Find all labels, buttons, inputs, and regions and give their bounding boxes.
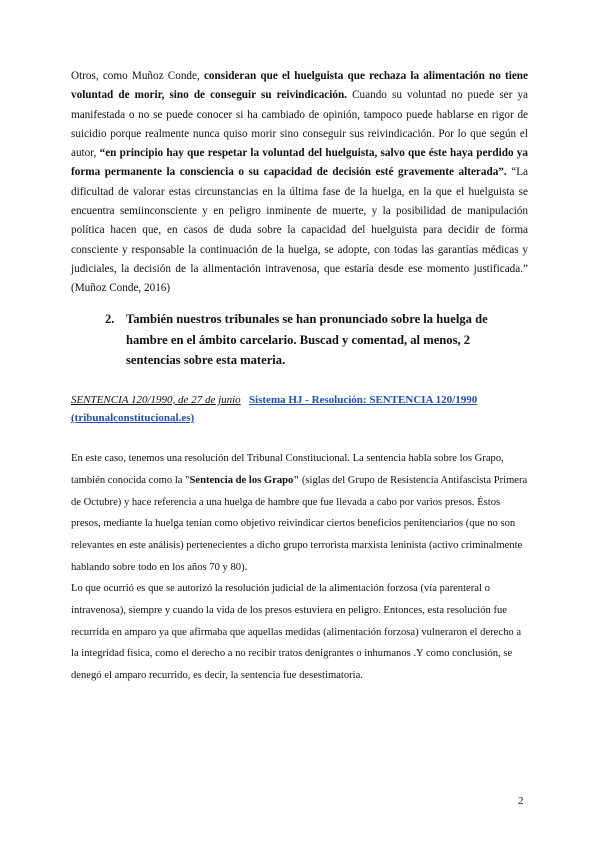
references-line <box>71 391 526 427</box>
paragraph-grapo <box>71 448 529 579</box>
item-number: 2. <box>105 312 115 326</box>
paragraph2-text-1: En este caso, tenemos una resolución del Tribunal Constitucional. La sentencia habla sobre los Grapo, también conocida como la " <box>71 453 504 486</box>
reference-sentencia: SENTENCIA 120/1990, de 27 de junio <box>71 394 241 406</box>
paragraph1-text-3: “La dificultad de valorar estas circunstancias en la última fase de la huelga, en la que el huelguista se encuentra semiinconsciente y en peligro inminente de muerte, y la posibilidad de manipulación política hacen que, en casos de duda sobre la capacidad del huelguista para decidir de forma consciente y responsable la continuación de la huelga, se adopte, con todas las garantías médicas y judiciales, la decisión de la alimentación intravenosa, que estaría desde ese momento justificada.” (Muñoz Conde, 2016) <box>71 166 529 295</box>
paragraph2-bold-1: Sentencia de los Grapo" <box>189 474 300 486</box>
paragraph1-bold-1: consideran que el huelguista que rechaza la alimentación no tiene voluntad de morir, sino de conseguir su reivindicación. <box>71 70 528 102</box>
page-number: 2 <box>518 795 524 807</box>
paragraph2-text-2: (siglas del Grupo de Resistencia Antifascista Primera de Octubre) y hace referencia a una huelga de hambre que fue llevada a cabo por varios presos. Éstos presos, mediante la huelga tenían como objetivo reivindicar ciertos beneficios penitenciarios (que no son relevantes en este análisis) pertenecientes a dicho grupo terrorista marxista leninista (activo criminalmente hablando sobre todo en los años 70 y 80). <box>71 474 528 573</box>
numbered-item-2 <box>105 309 525 371</box>
item-text: También nuestros tribunales se han pronunciado sobre la huelga de hambre en el ámbito carcelario. Buscad y comentad, al menos, 2 sentencias sobre esta materia. <box>126 312 488 367</box>
paragraph1-bold-2: “en principio hay que respetar la voluntad del huelguista, salvo que éste haya perdido ya forma permanente la consciencia o su capacidad de decisión esté gravemente alterada”. <box>71 147 528 179</box>
paragraph-resolution: Lo que ocurrió es que se autorizó la resolución judicial de la alimentación forzosa (vía parenteral o intravenosa), siempre y cuando la vida de los presos estuviera en peligro. Entonces, esta resolución fue recurrida en amparo ya que afirmaba que aquellas medidas (alimentación forzosa) vulneraron el derecho a la integridad física, como el derecho a no recibir tratos denigrantes o inhumanos .Y como conclusión, se denegó el amparo recurrido, es decir, la sentencia fue desestimatoria. <box>71 583 522 682</box>
paragraph1-text-2: Cuando su voluntad no puede ser ya manifestada o no se puede conocer si ha cambiado de opinión, tampoco puede hablarse en rigor de suicidio porque realmente nunca quiso morir sino conseguir sus reivindicación. Por lo que según el autor, <box>71 89 529 160</box>
paragraph-munoz-conde <box>71 67 528 299</box>
reference-link[interactable]: Sistema HJ - Resolución: SENTENCIA 120/1990 (tribunalconstitucional.es) <box>71 394 478 424</box>
paragraph1-text-1: Otros, como Muñoz Conde, <box>71 70 204 82</box>
